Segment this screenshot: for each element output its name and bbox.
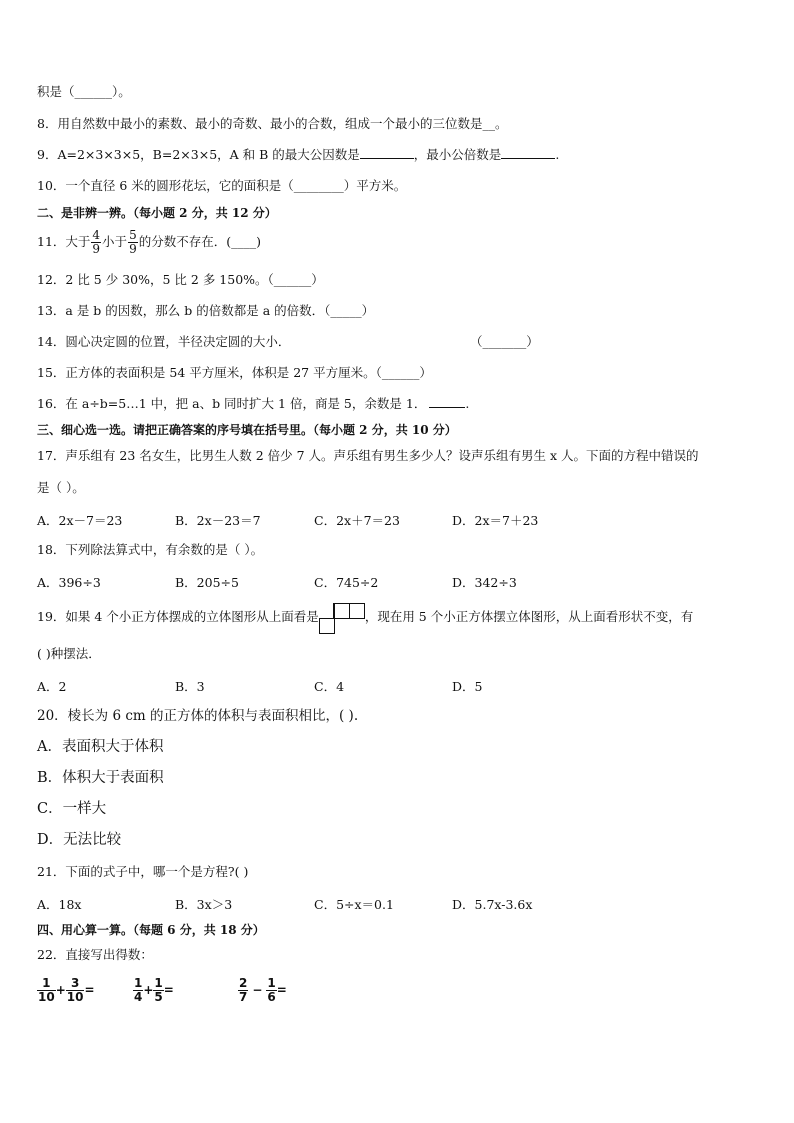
q18-option-a[interactable]: A．396÷3: [37, 575, 101, 590]
question-11: 11．大于 $\frac{4}{9}$ 小于 $\frac{5}{9}$ 的分数不存在．(____): [37, 228, 261, 256]
q20-option-b[interactable]: B．体积大于表面积: [37, 770, 164, 786]
q18-option-d[interactable]: D．342÷3: [452, 575, 517, 590]
q21-option-c[interactable]: C．5÷x＝0.1: [314, 897, 394, 912]
q21-option-a[interactable]: A．18x: [37, 897, 82, 912]
answer-blank[interactable]: [429, 396, 465, 408]
question-8: 8．用自然数中最小的素数、最小的奇数、最小的合数，组成一个最小的三位数是__。: [37, 116, 508, 131]
q7-continuation: 积是（______）。: [37, 84, 131, 99]
fraction: $\frac{5}{9}$: [129, 228, 137, 256]
q21-option-d[interactable]: D．5.7x-3.6x: [452, 897, 533, 912]
question-10: 10．一个直径 6 米的圆形花坛，它的面积是（________）平方米。: [37, 178, 407, 193]
q19-option-c[interactable]: C．4: [314, 679, 345, 694]
q21-option-b[interactable]: B．3x＞3: [175, 897, 233, 912]
q19-option-b[interactable]: B．3: [175, 679, 205, 694]
question-13: 13．a 是 b 的因数，那么 b 的倍数都是 a 的倍数．（_____）: [37, 303, 375, 318]
q20-option-a[interactable]: A．表面积大于体积: [37, 739, 164, 755]
q20-option-d[interactable]: D．无法比较: [37, 832, 122, 848]
q18-option-b[interactable]: B．205÷5: [175, 575, 239, 590]
question-18: 18．下列除法算式中，有余数的是（ ）。: [37, 542, 264, 557]
section-3-heading: 三、细心选一选。请把正确答案的序号填在括号里。（每小题 2 分，共 10 分）: [37, 423, 457, 437]
q17-option-a[interactable]: A．2x－7＝23: [37, 513, 123, 528]
q17-option-b[interactable]: B．2x－23＝7: [175, 513, 261, 528]
question-17-line1: 17．声乐组有 23 名女生，比男生人数 2 倍少 7 人。声乐组有男生多少人？设声乐组有男生 x 人。下面的方程中错误的: [37, 448, 699, 463]
question-15: 15．正方体的表面积是 54 平方厘米，体积是 27 平方厘米。（______）: [37, 365, 432, 380]
q19-option-d[interactable]: D．5: [452, 679, 483, 694]
section-2-heading: 二、是非辨一辨。（每小题 2 分，共 12 分）: [37, 206, 277, 220]
question-17-line2: 是（ ）。: [37, 480, 85, 495]
question-19: 19．如果 4 个小正方体摆成的立体图形从上面看是 ，现在用 5 个小正方体摆立体图形，从上面看形状不变，有: [37, 602, 693, 633]
q17-option-d[interactable]: D．2x＝7＋23: [452, 513, 539, 528]
q19-option-a[interactable]: A．2: [37, 679, 67, 694]
question-12: 12．2 比 5 少 30%，5 比 2 多 150%。（______）: [37, 272, 324, 287]
top-view-grid-figure: [319, 603, 365, 633]
question-20: 20．棱长为 6 cm 的正方体的体积与表面积相比，( ).: [37, 708, 359, 724]
expression-2: $\frac{1}{4}$ + $\frac{1}{5}$ =: [134, 976, 174, 1004]
answer-blank[interactable]: [501, 147, 555, 159]
expression-1: $\frac{1}{10}$ + $\frac{3}{10}$ =: [38, 976, 95, 1004]
expression-3: $\frac{2}{7}$ − $\frac{1}{6}$ =: [239, 976, 287, 1004]
question-9: 9．A=2×3×3×5，B=2×3×5，A 和 B 的最大公因数是 ，最小公倍数是 .: [37, 147, 560, 162]
question-14-bracket: （_______）: [470, 334, 539, 349]
question-14: 14．圆心决定圆的位置，半径决定圆的大小．: [37, 334, 291, 349]
question-22: 22．直接写出得数：: [37, 947, 153, 962]
q17-option-c[interactable]: C．2x＋7＝23: [314, 513, 400, 528]
question-21: 21．下面的式子中，哪一个是方程?( ): [37, 864, 249, 879]
q18-option-c[interactable]: C．745÷2: [314, 575, 379, 590]
question-19-line2: ( )种摆法．: [37, 646, 101, 661]
fraction: $\frac{4}{9}$: [92, 228, 101, 256]
answer-blank[interactable]: [360, 147, 414, 159]
question-16: 16．在 a÷b=5…1 中，把 a、b 同时扩大 1 倍，商是 5，余数是 1． .: [37, 396, 470, 411]
q20-option-c[interactable]: C．一样大: [37, 801, 107, 817]
section-4-heading: 四、用心算一算。（每题 6 分，共 18 分）: [37, 923, 265, 937]
